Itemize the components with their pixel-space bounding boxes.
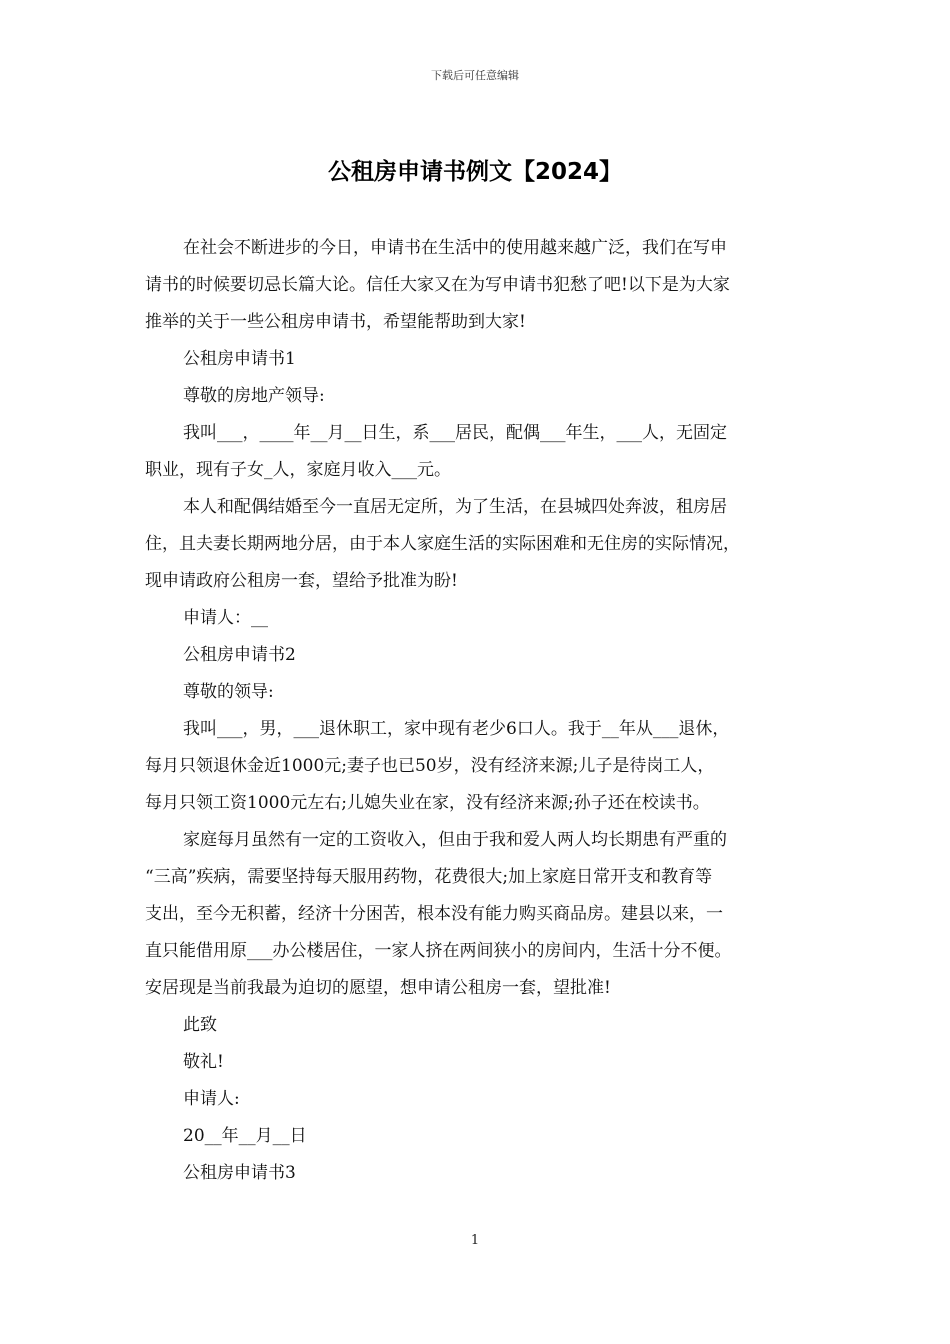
- paragraph-line: 我叫___，男，___退休职工，家中现有老少6口人。我于__年从___退休，: [183, 719, 730, 739]
- paragraph-line: 直只能借用原___办公楼居住，一家人挤在两间狭小的房间内，生活十分不便。: [145, 941, 732, 961]
- salutation: 尊敬的房地产领导:: [183, 386, 325, 406]
- paragraph-line: 我叫___，____年__月__日生，系___居民，配偶___年生，___人，无固定: [183, 423, 727, 443]
- section-heading: 公租房申请书3: [183, 1163, 296, 1183]
- paragraph-line: 在社会不断进步的今日，申请书在生活中的使用越来越广泛，我们在写申: [183, 238, 727, 258]
- salutation: 尊敬的领导:: [183, 682, 274, 702]
- paragraph-line: 安居现是当前我最为迫切的愿望，想申请公租房一套，望批准!: [145, 978, 611, 998]
- paragraph-line: 推举的关于一些公租房申请书，希望能帮助到大家!: [145, 312, 526, 332]
- paragraph-line: 家庭每月虽然有一定的工资收入，但由于我和爱人两人均长期患有严重的: [183, 830, 727, 850]
- date-line: 20__年__月__日: [183, 1126, 307, 1146]
- paragraph-line: 每月只领工资1000元左右;儿媳失业在家，没有经济来源;孙子还在校读书。: [145, 793, 710, 813]
- paragraph-line: 现申请政府公租房一套，望给予批准为盼!: [145, 571, 458, 591]
- closing-line: 敬礼!: [183, 1052, 224, 1072]
- paragraph-line: 请书的时候要切忌长篇大论。信任大家又在为写申请书犯愁了吧!以下是为大家: [145, 275, 730, 295]
- paragraph-line: 每月只领退休金近1000元;妻子也已50岁，没有经济来源;儿子是待岗工人，: [145, 756, 715, 776]
- page-header: 下载后可任意编辑: [431, 69, 519, 82]
- closing-line: 此致: [183, 1015, 217, 1035]
- paragraph-line: 职业，现有子女_人，家庭月收入___元。: [145, 460, 451, 480]
- document-title: 公租房申请书例文【2024】: [327, 159, 622, 185]
- page-number: 1: [470, 1233, 480, 1248]
- paragraph-line: 住，且夫妻长期两地分居，由于本人家庭生活的实际困难和无住房的实际情况，: [145, 534, 740, 554]
- section-heading: 公租房申请书1: [183, 349, 296, 369]
- paragraph-line: 本人和配偶结婚至今一直居无定所，为了生活，在县城四处奔波，租房居: [183, 497, 727, 517]
- section-heading: 公租房申请书2: [183, 645, 296, 665]
- paragraph-line: 支出，至今无积蓄，经济十分困苦，根本没有能力购买商品房。建县以来，一: [145, 904, 723, 924]
- paragraph-line: “三高”疾病，需要坚持每天服用药物，花费很大;加上家庭日常开支和教育等: [145, 867, 713, 887]
- applicant-line: 申请人:: [183, 1089, 240, 1109]
- applicant-line: 申请人：__: [183, 608, 268, 628]
- document-body: [145, 230, 810, 1192]
